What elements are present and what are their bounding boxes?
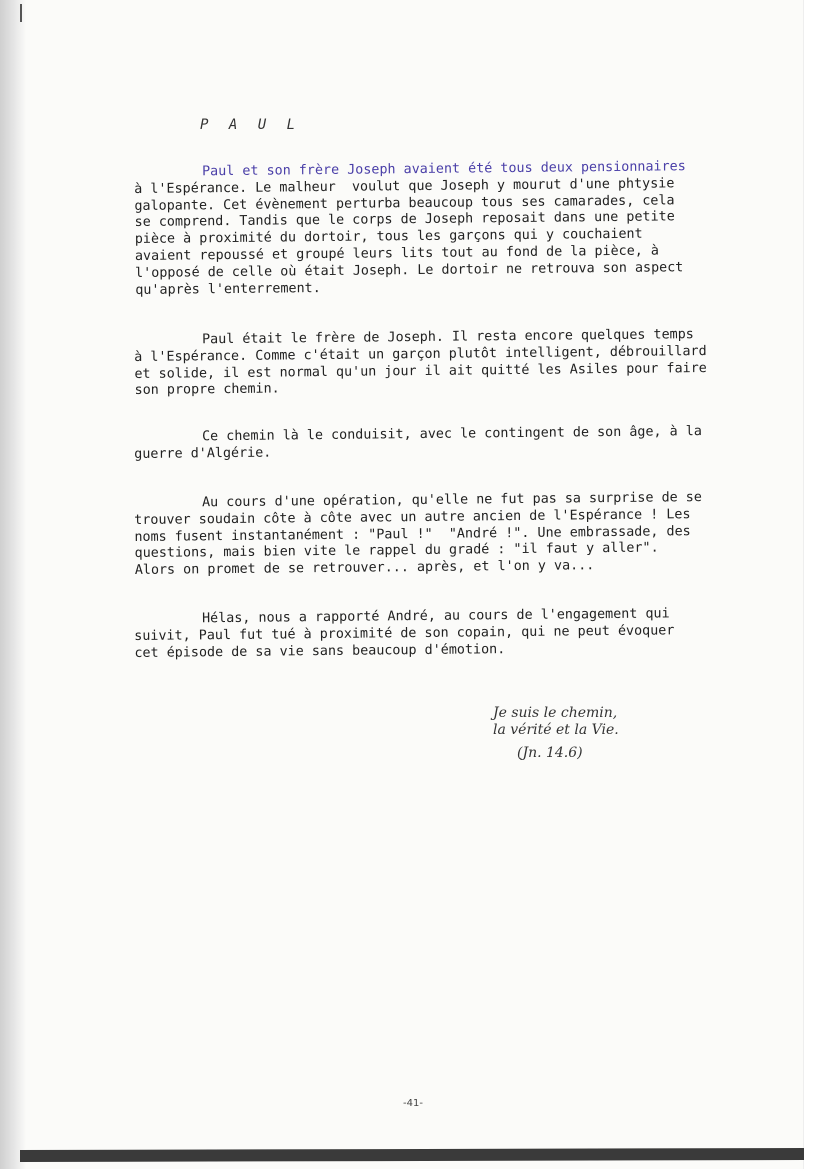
paragraph-line: noms fusent instantanément : "Paul !" "André !". Une embrassade, des	[134, 523, 691, 545]
paragraph-line: se comprend. Tandis que le corps de Joseph reposait dans une petite	[134, 209, 675, 231]
paragraph-line: galopante. Cet évènement perturba beaucoup tous ses camarades, cela	[134, 192, 675, 214]
paragraph-line: cet épisode de sa vie sans beaucoup d'émotion.	[134, 641, 506, 661]
quote-line: Je suis le chemin,	[493, 705, 618, 721]
paragraph-line: pièce à proximité du dortoir, tous les garçons qui y couchaient	[134, 226, 643, 248]
paragraph-line: Alors on promet de se retrouver... après, et l'on y va...	[134, 558, 595, 579]
paragraph-2	[134, 327, 735, 400]
paragraph-line: avaient repoussé et groupé leurs lits tout au fond de la pièce, à	[134, 243, 660, 264]
paragraph-line: à l'Espérance. Le malheur voulut que Joseph y mourut d'une phtysie	[134, 176, 675, 197]
paragraph-line: Paul et son frère Joseph avaient été tous deux pensionnaires	[201, 159, 686, 180]
scan-mark	[20, 4, 22, 22]
paragraph-line: trouver soudain côte à côte avec un autre ancien de l'Espérance ! Les	[134, 506, 691, 528]
paragraph-line: suivit, Paul fut tué à proximité de son copain, qui ne peut évoquer	[134, 623, 675, 644]
paragraph-line: qu'après l'enterrement.	[135, 280, 321, 298]
paragraph-line: et solide, il est normal qu'un jour il ait quitté les Asiles pour faire	[134, 360, 707, 382]
page-right-edge	[803, 0, 826, 1169]
paragraph-line: questions, mais bien vite le rappel du gradé : "il faut y aller".	[134, 540, 659, 562]
paragraph-line: guerre d'Algérie.	[134, 445, 272, 462]
bible-quote	[493, 705, 619, 762]
paragraph-line: Hélas, nous a rapporté André, au cours de l'engagement qui	[201, 606, 670, 627]
paragraph-line: à l'Espérance. Comme c'était un garçon plutôt intelligent, débrouillard	[134, 343, 707, 365]
quote-reference: (Jn. 14.6)	[517, 745, 583, 761]
paragraph-line: Paul était le frère de Joseph. Il resta encore quelques temps	[201, 327, 694, 348]
paragraph-4	[134, 490, 735, 580]
page-number: -41-	[403, 1098, 423, 1109]
paragraph-line: son propre chemin.	[134, 381, 280, 399]
page-title: P A U L	[200, 117, 302, 133]
binding-shadow	[0, 0, 26, 1169]
paragraph-3	[134, 424, 734, 464]
paragraph-line: l'opposé de celle où était Joseph. Le dortoir ne retrouva son aspect	[135, 260, 684, 281]
scan-bottom-edge	[20, 1148, 804, 1162]
paragraph-line: Au cours d'une opération, qu'elle ne fut pas sa surprise de se	[201, 490, 702, 511]
paragraph-1	[134, 159, 735, 300]
quote-line: la vérité et la Vie.	[493, 722, 619, 738]
paragraph-line: Ce chemin là le conduisit, avec le contingent de son âge, à la	[201, 424, 702, 445]
paragraph-5	[134, 606, 734, 663]
